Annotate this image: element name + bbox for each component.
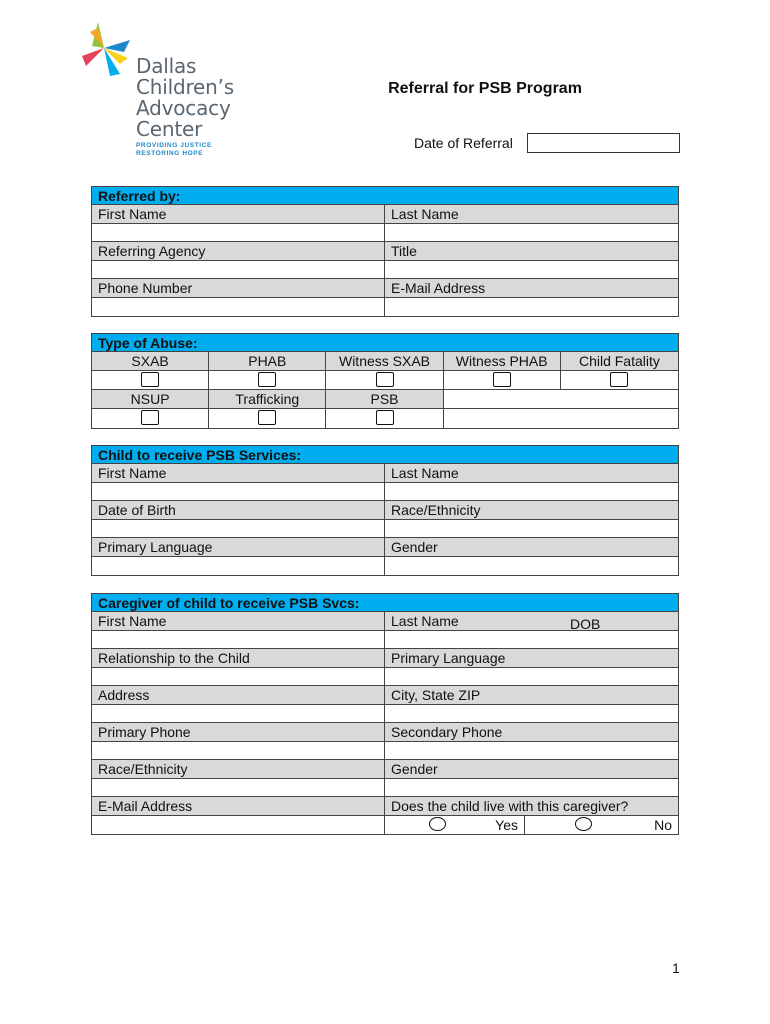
type-of-abuse-section [91, 333, 679, 429]
input-row [92, 779, 678, 798]
yes-option[interactable] [385, 816, 525, 835]
date-of-referral-field[interactable] [527, 133, 680, 153]
field-label: Primary Phone [92, 723, 385, 741]
date-of-referral-label: Date of Referral [414, 135, 513, 151]
label-row [92, 464, 678, 483]
witness-sxab-checkbox[interactable] [376, 372, 394, 387]
abuse-type-label: Child Fatality [561, 352, 678, 370]
input-row [92, 224, 678, 243]
empty-cell [444, 390, 561, 408]
abuse-checkbox-row [92, 371, 678, 390]
no-radio[interactable] [575, 817, 592, 831]
input-row [92, 520, 678, 539]
logo-text-line: Center [136, 117, 203, 141]
input-row [92, 668, 678, 687]
field-label: Date of Birth [92, 501, 385, 519]
address-field[interactable] [92, 705, 385, 723]
field-label [385, 612, 678, 630]
label-row [92, 538, 678, 557]
field-label: E-Mail Address [92, 797, 385, 815]
caregiver-language-field[interactable] [385, 668, 678, 686]
relationship-field[interactable] [92, 668, 385, 686]
field-label: Primary Language [92, 538, 385, 556]
section-header: Caregiver of child to receive PSB Svcs: [92, 594, 678, 612]
child-first-name-field[interactable] [92, 483, 385, 501]
section-header: Referred by: [92, 187, 678, 205]
no-option[interactable] [525, 816, 678, 835]
label-row [92, 501, 678, 520]
primary-phone-field[interactable] [92, 742, 385, 760]
field-label: Primary Language [391, 650, 506, 666]
field-label: Does the child live with this caregiver? [391, 798, 629, 814]
input-row [92, 261, 678, 280]
nsup-checkbox[interactable] [141, 410, 159, 425]
label-row [92, 612, 678, 631]
field-label: E-Mail Address [391, 280, 486, 296]
label-row [92, 279, 678, 298]
referring-agency-field[interactable] [92, 261, 385, 279]
caregiver-email-field[interactable] [92, 816, 385, 835]
email-address-field[interactable] [385, 298, 678, 317]
label-row [92, 649, 678, 668]
field-label: City, State ZIP [391, 687, 481, 703]
field-label: First Name [92, 464, 385, 482]
secondary-phone-field[interactable] [385, 742, 678, 760]
logo-tagline: RESTORING HOPE [136, 150, 204, 157]
referred-by-section [91, 186, 679, 317]
page-number: 1 [672, 960, 680, 976]
page-title: Referral for PSB Program [388, 80, 582, 97]
witness-phab-checkbox[interactable] [493, 372, 511, 387]
sxab-checkbox[interactable] [141, 372, 159, 387]
field-label: Secondary Phone [391, 724, 503, 740]
label-row [92, 723, 678, 742]
label-row [92, 797, 678, 816]
lives-with-caregiver-options [385, 816, 678, 835]
abuse-type-label: NSUP [92, 390, 209, 408]
abuse-type-label: SXAB [92, 352, 209, 370]
first-name-field[interactable] [92, 224, 385, 242]
abuse-type-label: Trafficking [209, 390, 326, 408]
section-header: Child to receive PSB Services: [92, 446, 678, 464]
field-label: Title [391, 243, 417, 259]
field-label: First Name [92, 205, 385, 223]
caregiver-first-name-field[interactable] [92, 631, 385, 649]
logo-text-line: Dallas [136, 54, 197, 78]
logo-text-line: Advocacy [136, 96, 231, 120]
label-row [92, 760, 678, 779]
yes-radio[interactable] [429, 817, 446, 831]
field-label: Relationship to the Child [92, 649, 385, 667]
child-section [91, 445, 679, 576]
phab-checkbox[interactable] [258, 372, 276, 387]
field-label: Address [92, 686, 385, 704]
label-row [92, 242, 678, 261]
child-gender-field[interactable] [385, 557, 678, 576]
no-label: No [654, 816, 672, 833]
caregiver-last-name-field[interactable] [385, 631, 678, 649]
child-race-field[interactable] [385, 520, 678, 538]
psb-checkbox[interactable] [376, 410, 394, 425]
input-row [92, 705, 678, 724]
abuse-label-row [92, 352, 678, 371]
caregiver-section [91, 593, 679, 835]
field-label: Last Name [391, 613, 459, 629]
empty-cell [444, 409, 561, 428]
logo-tagline: PROVIDING JUSTICE [136, 142, 212, 149]
abuse-type-label: PHAB [209, 352, 326, 370]
caregiver-race-field[interactable] [92, 779, 385, 797]
child-dob-field[interactable] [92, 520, 385, 538]
input-row [92, 557, 678, 576]
input-row [92, 742, 678, 761]
yes-label: Yes [495, 816, 518, 833]
city-state-zip-field[interactable] [385, 705, 678, 723]
input-row [92, 298, 678, 317]
empty-cell [561, 390, 678, 408]
trafficking-checkbox[interactable] [258, 410, 276, 425]
logo-text-line: Children’s [136, 75, 234, 99]
abuse-type-label: Witness PHAB [444, 352, 561, 370]
label-row [92, 205, 678, 224]
child-language-field[interactable] [92, 557, 385, 576]
phone-number-field[interactable] [92, 298, 385, 317]
field-label: Gender [391, 761, 438, 777]
input-row [92, 483, 678, 502]
label-row [92, 686, 678, 705]
dob-label: DOB [570, 616, 601, 630]
field-label: Race/Ethnicity [391, 502, 481, 518]
abuse-type-label: Witness SXAB [326, 352, 443, 370]
abuse-label-row [92, 390, 678, 409]
abuse-checkbox-row [92, 409, 678, 428]
last-name-field[interactable] [385, 224, 678, 242]
abuse-type-label: PSB [326, 390, 443, 408]
field-label: Last Name [391, 206, 459, 222]
child-last-name-field[interactable] [385, 483, 678, 501]
field-label: Referring Agency [92, 242, 385, 260]
child-fatality-checkbox[interactable] [610, 372, 628, 387]
field-label: Race/Ethnicity [92, 760, 385, 778]
field-label: Last Name [391, 465, 459, 481]
caregiver-gender-field[interactable] [385, 779, 678, 797]
input-row [92, 816, 678, 835]
field-label: Phone Number [92, 279, 385, 297]
field-label: First Name [92, 612, 385, 630]
empty-cell [561, 409, 678, 428]
input-row [92, 631, 678, 650]
field-label: Gender [391, 539, 438, 555]
title-field[interactable] [385, 261, 678, 279]
section-header: Type of Abuse: [92, 334, 678, 352]
